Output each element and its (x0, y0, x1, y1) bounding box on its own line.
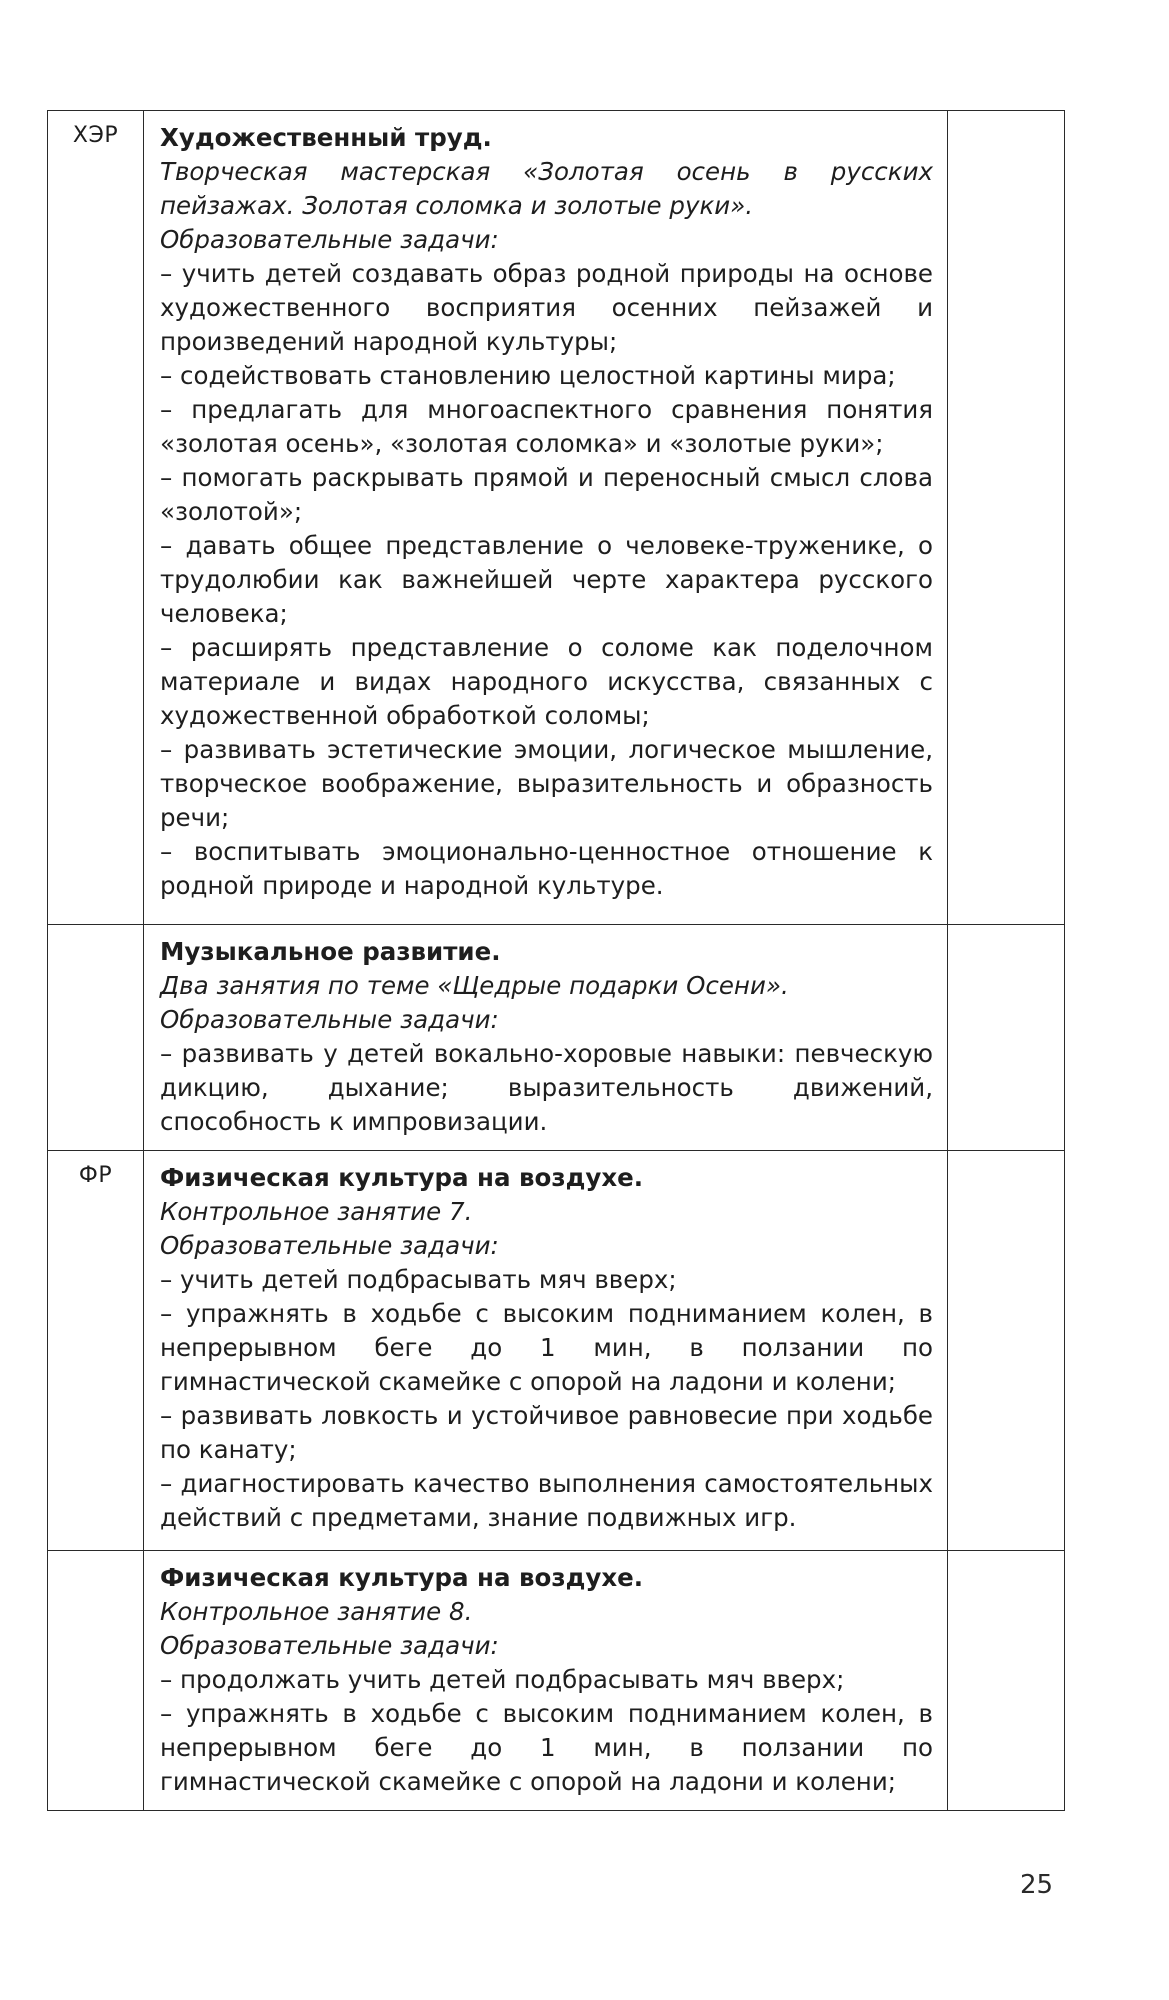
task-item: – развивать эстетические эмоции, логическое мышление, творческое воображение, выразительность и образность речи; (160, 735, 933, 832)
task-item: – упражнять в ходьбе с высоким подниманием колен, в непрерывном беге до 1 мин, в ползании по гимнастической скамейке с опорой на ладони и колени; (160, 1299, 933, 1396)
task-item: – развивать ловкость и устойчивое равновесие при ходьбе по канату; (160, 1401, 933, 1464)
notes-cell (948, 925, 1065, 1151)
page-number: 25 (1020, 1870, 1054, 1900)
task-item: – учить детей создавать образ родной природы на основе художественного восприятия осенних пейзажей и произведений народной культуры; (160, 259, 933, 356)
notes-cell (948, 1151, 1065, 1551)
tasks-label: Образовательные задачи: (160, 1005, 499, 1034)
table-row (48, 111, 1065, 925)
task-item: – учить детей подбрасывать мяч вверх; (160, 1265, 677, 1294)
table-row (48, 1151, 1065, 1551)
notes-cell (948, 111, 1065, 925)
table-row (48, 1551, 1065, 1811)
activity-cell (144, 111, 948, 925)
activity-cell (144, 925, 948, 1151)
tasks-label: Образовательные задачи: (160, 1631, 499, 1660)
activity-title: Физическая культура на воздухе. (160, 1563, 644, 1592)
task-item: – помогать раскрывать прямой и переносный смысл слова «золотой»; (160, 463, 933, 526)
activity-title: Художественный труд. (160, 123, 492, 152)
activity-cell (144, 1151, 948, 1551)
tasks-label: Образовательные задачи: (160, 225, 499, 254)
activity-title: Музыкальное развитие. (160, 937, 501, 966)
task-item: – давать общее представление о человеке-труженике, о трудолюбии как важнейшей черте характера русского человека; (160, 531, 933, 628)
task-item: – воспитывать эмоционально-ценностное отношение к родной природе и народной культуре. (160, 837, 933, 900)
task-item: – расширять представление о соломе как поделочном материале и видах народного искусства, связанных с художественной обработкой соломы; (160, 633, 933, 730)
activity-topic: Контрольное занятие 8. (160, 1597, 473, 1626)
area-cell (48, 1551, 144, 1811)
activity-topic: Творческая мастерская «Золотая осень в русских пейзажах. Золотая соломка и золотые руки». (160, 157, 933, 220)
area-cell: ХЭР (48, 111, 144, 925)
task-item: – содействовать становлению целостной картины мира; (160, 361, 896, 390)
area-cell: ФР (48, 1151, 144, 1551)
notes-cell (948, 1551, 1065, 1811)
task-item: – продолжать учить детей подбрасывать мяч вверх; (160, 1665, 845, 1694)
task-item: – диагностировать качество выполнения самостоятельных действий с предметами, знание подвижных игр. (160, 1469, 933, 1532)
area-cell (48, 925, 144, 1151)
task-item: – упражнять в ходьбе с высоким подниманием колен, в непрерывном беге до 1 мин, в ползании по гимнастической скамейке с опорой на ладони и колени; (160, 1699, 933, 1796)
task-item: – развивать у детей вокально-хоровые навыки: певческую дикцию, дыхание; выразительность движений, способность к импровизации. (160, 1039, 933, 1136)
task-item: – предлагать для многоаспектного сравнения понятия «золотая осень», «золотая соломка» и «золотые руки»; (160, 395, 933, 458)
activity-cell (144, 1551, 948, 1811)
activity-title: Физическая культура на воздухе. (160, 1163, 644, 1192)
lesson-plan-table (47, 110, 1065, 1811)
activity-topic: Два занятия по теме «Щедрые подарки Осени». (160, 971, 789, 1000)
activity-topic: Контрольное занятие 7. (160, 1197, 473, 1226)
tasks-label: Образовательные задачи: (160, 1231, 499, 1260)
table-row (48, 925, 1065, 1151)
